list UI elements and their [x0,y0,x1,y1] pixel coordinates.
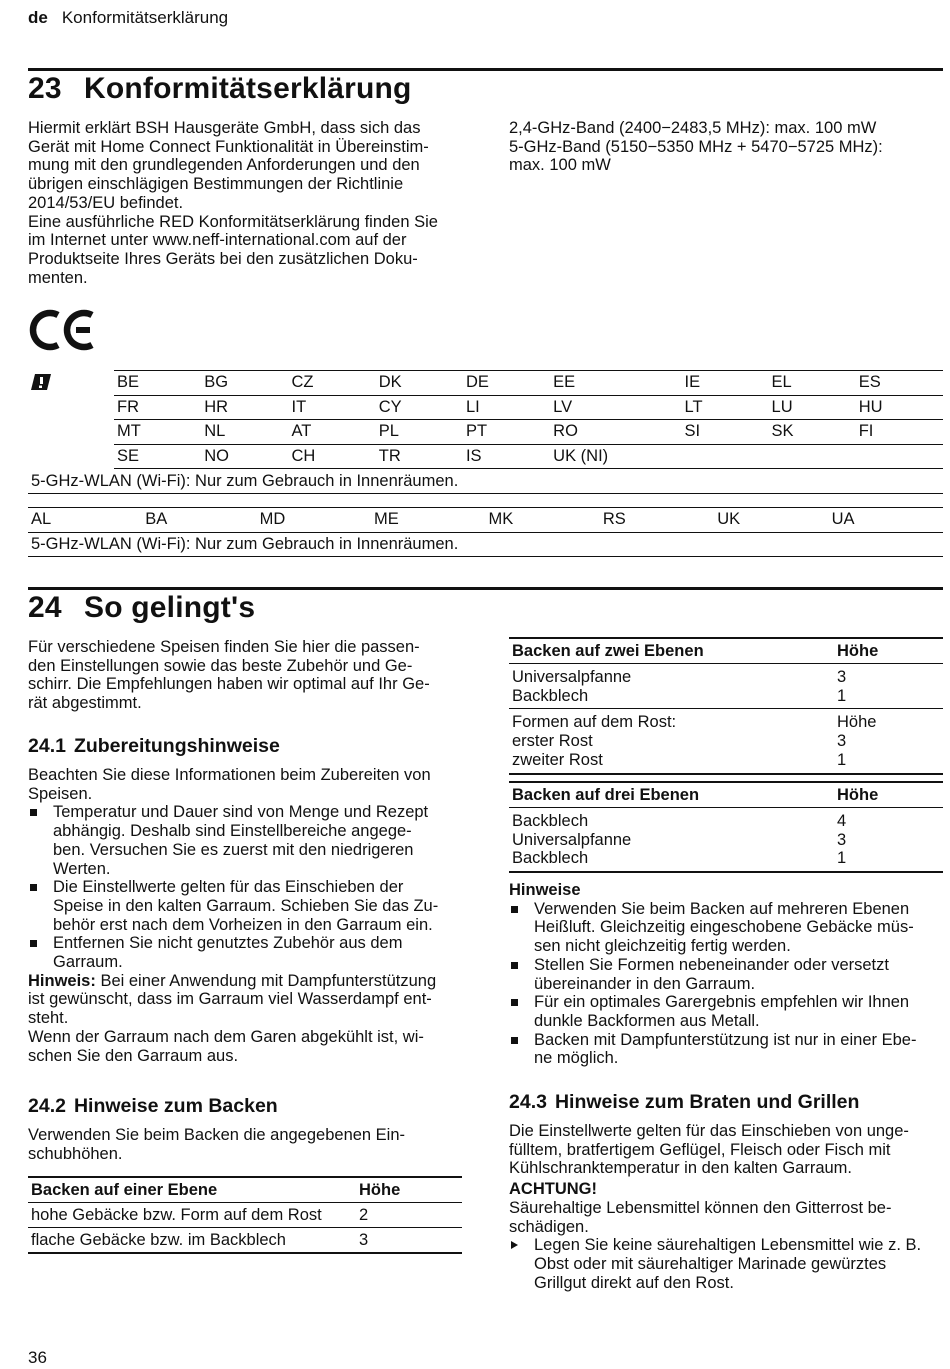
text-line: Für verschiedene Speisen finden Sie hier die passen- [28,638,420,656]
text-line: 2014/53/EU befindet. [28,193,184,212]
country-code: SE [114,444,201,469]
country-code: CY [376,395,463,420]
table-cell: Höhe [837,713,877,732]
text-line: Verwenden Sie beim Backen auf mehreren Ebenen [534,899,910,918]
bullet-icon [30,940,37,947]
text-line: abhängig. Deshalb sind Einstellbereiche angege- [53,822,412,841]
list-item [509,1031,943,1068]
text-line: menten. [28,268,88,287]
column-header: Backen auf drei Ebenen [512,785,700,804]
text-line: übereinander in den Garraum. [534,974,756,993]
text-line: Hiermit erklärt BSH Hausgeräte GmbH, dass sich das [28,119,421,137]
country-code: RO [550,420,681,445]
section-number: 24 [28,591,62,624]
country-code: UK [714,508,828,533]
list-item [509,956,943,993]
intro-text [28,638,478,713]
text-line: rät abgestimmt. [28,694,142,713]
table-row [28,1228,462,1254]
subsection-24-1-heading: 24.1 Zubereitungshinweise [28,735,280,757]
text-line: behör erst nach dem Vorheizen in den Garraum ein. [53,915,433,934]
section-rule [28,68,943,71]
table-row [509,831,943,850]
text-line: Produktseite Ihres Geräts bei den zusätzlichen Doku- [28,249,418,268]
country-code: DE [463,371,550,396]
text-line: Garraum. [53,953,123,972]
page-number: 36 [28,1348,47,1367]
ce-mark-icon [28,309,98,351]
country-code: BE [114,371,201,396]
frequency-text [509,119,939,175]
country-code: UK (NI) [550,444,681,469]
running-header [28,8,228,28]
text-line: Speise in den kalten Garraum. Schieben Sie das Zu- [53,896,439,915]
country-code: UA [829,508,943,533]
section-title: So gelingt's [84,591,256,624]
text-line: Die Einstellwerte gelten für das Einschieben der [53,878,404,897]
text-line: Gerät mit Home Connect Funktionalität in Übereinstim- [28,137,429,156]
text-line: Säurehaltige Lebensmittel können den Gitterrost be- [509,1198,892,1217]
text-line: Entfernen Sie nicht genutztes Zubehör aus dem [53,934,403,953]
table-row [114,420,943,445]
table-header-row [28,1177,462,1203]
country-code: AL [28,508,142,533]
bullet-list [509,900,943,1068]
table-cell: 1 [837,849,847,868]
table-row [114,371,943,396]
country-code: FI [856,420,943,445]
table-cell: 3 [837,830,847,849]
text-line: 2,4-GHz-Band (2400−2483,5 MHz): max. 100 mW [509,119,877,137]
table-row [509,732,943,751]
header-lang: de [28,8,48,27]
country-code: LV [550,395,681,420]
table-block [509,664,943,709]
table-cell: 2 [356,1203,462,1228]
preparation-notes [28,766,478,1065]
country-code: LI [463,395,550,420]
text-line: schirr. Die Empfehlungen haben wir optimal auf Ihr Ge- [28,675,430,694]
bullet-list [509,1236,943,1292]
table-cell: Backblech [512,686,589,705]
list-item [28,878,478,934]
country-code: BA [142,508,256,533]
table-cell: Formen auf dem Rost: [512,713,677,732]
subsection-24-3-heading: 24.3 Hinweise zum Braten und Grillen [509,1091,860,1113]
text-line: Legen Sie keine säurehaltigen Lebensmittel wie z. B. [534,1236,922,1255]
country-code: LU [769,395,856,420]
text-line: Die Einstellwerte gelten für das Einschieben von unge- [509,1122,909,1140]
bullet-icon [511,999,518,1006]
country-code: IS [463,444,550,469]
country-code: NO [201,444,288,469]
text-line: Beachten Sie diese Informationen beim Zubereiten von [28,766,431,784]
table-row [509,713,943,732]
country-code: BG [201,371,288,396]
note-label: Hinweis: [28,971,96,990]
country-code: LT [682,395,769,420]
subsection-24-2-heading: 24.2 Hinweise zum Backen [28,1095,278,1117]
text-line: Kühlschranktemperatur in den kalten Garraum. [509,1159,853,1178]
one-level-table [28,1176,462,1254]
country-code [856,444,943,469]
text-line: steht. [28,1009,69,1028]
country-code: IT [289,395,376,420]
table-cell: 1 [837,686,847,705]
text-line: dunkle Backformen aus Metall. [534,1011,760,1030]
list-item [28,803,478,878]
text-line: Hinweis: Bei einer Anwendung mit Dampfunterstützung [28,971,437,990]
table-row [509,668,943,687]
text-line: Backen mit Dampfunterstützung ist nur in einer Ebe- [534,1030,917,1049]
text-line: ne möglich. [534,1049,619,1068]
bullet-icon [30,884,37,891]
column-header: Höhe [837,641,879,660]
text-line: übrigen einschlägigen Bestimmungen der Richtlinie [28,175,404,194]
table-block [509,808,943,873]
table-cell: erster Rost [512,732,593,751]
list-item [509,1236,943,1292]
table-cell: 1 [837,750,847,769]
table-cell: hohe Gebäcke bzw. Form auf dem Rost [28,1203,356,1228]
country-code: AT [289,420,376,445]
country-code: ME [371,508,485,533]
text-line: den Einstellungen sowie das beste Zubehör und Ge- [28,656,413,675]
text-line: ben. Versuchen Sie es zuerst mit den niedrigeren [53,840,414,859]
list-item [509,900,943,956]
table-cell: 3 [837,732,847,751]
eu-wifi-note: 5-GHz-WLAN (Wi-Fi): Nur zum Gebrauch in Innenräumen. [28,469,943,494]
table-row [114,395,943,420]
table-cell: Universalpfanne [512,668,632,686]
wifi-restriction-icon [30,373,52,396]
text-line: mung mit den grundlegenden Anforderungen und den [28,156,420,175]
bullet-list [28,803,478,971]
three-level-table [509,781,943,873]
other-wifi-note: 5-GHz-WLAN (Wi-Fi): Nur zum Gebrauch in Innenräumen. [28,532,943,557]
arrow-icon [511,1241,518,1249]
country-code: EL [769,371,856,396]
table-cell: 3 [837,668,847,686]
text-line: Obst oder mit säurehaltiger Marinade gewürztes [534,1254,887,1273]
section-title: Konformitätserklärung [84,72,412,105]
section-24-heading [28,591,255,625]
table-header-row [509,781,943,808]
table-cell: Backblech [512,812,589,830]
country-code: DK [376,371,463,396]
two-level-table [509,637,943,775]
bullet-icon [30,809,37,816]
text-line: im Internet unter www.neff-international.com auf der [28,231,407,250]
column-header: Höhe [837,785,879,804]
table-row [28,508,943,533]
text-line: Speisen. [28,784,93,803]
country-code: PL [376,420,463,445]
column-header: Backen auf zwei Ebenen [512,641,704,660]
text-line: Stellen Sie Formen nebeneinander oder versetzt [534,955,889,974]
baking-hints [509,881,943,1068]
table-row [509,687,943,706]
country-code: ES [856,371,943,396]
text-line: sen nicht gleichzeitig fertig werden. [534,937,791,956]
country-code: CZ [289,371,376,396]
text-line: schubhöhen. [28,1144,123,1163]
country-code [682,444,769,469]
text-line: schädigen. [509,1217,589,1236]
country-code: HR [201,395,288,420]
bullet-icon [511,962,518,969]
section-rule [28,587,943,590]
country-code: IE [682,371,769,396]
warning-label: ACHTUNG! [509,1180,597,1199]
text-line: Verwenden Sie beim Backen die angegebenen Ein- [28,1126,406,1144]
table-cell: Universalpfanne [512,830,632,849]
country-code: FR [114,395,201,420]
column-header: Höhe [356,1177,462,1203]
declaration-text [28,119,478,287]
country-code: SK [769,420,856,445]
text-line: 5-GHz-Band (5150−5350 MHz + 5470−5725 MHz): [509,137,883,156]
country-code: MD [257,508,371,533]
text-line: Werten. [53,859,111,878]
text-line: Grillgut direkt auf den Rost. [534,1273,734,1292]
country-code: SI [682,420,769,445]
country-code: PT [463,420,550,445]
country-code: HU [856,395,943,420]
text-line: Eine ausführliche RED Konformitätserklärung finden Sie [28,212,438,231]
section-23-heading [28,72,412,106]
country-code: EE [550,371,681,396]
list-item [28,934,478,971]
text-line: max. 100 mW [509,156,611,175]
column-header: Backen auf einer Ebene [28,1177,356,1203]
hints-label: Hinweise [509,881,581,899]
country-code: MT [114,420,201,445]
country-code: MK [485,508,599,533]
table-block [509,709,943,774]
table-cell: Backblech [512,849,589,868]
baking-intro [28,1126,478,1163]
table-row [509,812,943,831]
table-row [28,1203,462,1228]
country-code: NL [201,420,288,445]
text-line: Wenn der Garraum nach dem Garen abgekühlt ist, wi- [28,1027,424,1046]
text-line: schen Sie den Garraum aus. [28,1046,239,1065]
country-code: TR [376,444,463,469]
text-line: Heißluft. Gleichzeitig eingeschobene Gebäcke müs- [534,918,914,937]
table-cell: zweiter Rost [512,750,603,769]
text-line: fülltem, bratfertigem Geflügel, Fleisch oder Fisch mit [509,1140,891,1159]
text-line: Temperatur und Dauer sind von Menge und Rezept [53,803,429,822]
table-row [114,444,943,469]
eu-country-table [114,370,943,469]
table-row [509,751,943,770]
roasting-notes [509,1122,943,1292]
other-country-table [28,507,943,533]
bullet-icon [511,1037,518,1044]
text-line: ist gewünscht, dass im Garraum viel Wasserdampf ent- [28,990,432,1009]
country-code: CH [289,444,376,469]
header-title: Konformitätserklärung [61,8,229,27]
bullet-icon [511,906,518,913]
text-line: Für ein optimales Garergebnis empfehlen wir Ihnen [534,993,910,1012]
table-row [509,849,943,868]
one-level-table-wrap [28,1176,462,1254]
list-item [509,993,943,1030]
table-cell: 4 [837,812,847,830]
table-header-row [509,637,943,664]
table-cell: 3 [356,1228,462,1254]
section-number: 23 [28,72,62,105]
country-code [769,444,856,469]
country-code: RS [600,508,714,533]
note [28,972,478,1066]
table-cell: flache Gebäcke bzw. im Backblech [28,1228,356,1254]
